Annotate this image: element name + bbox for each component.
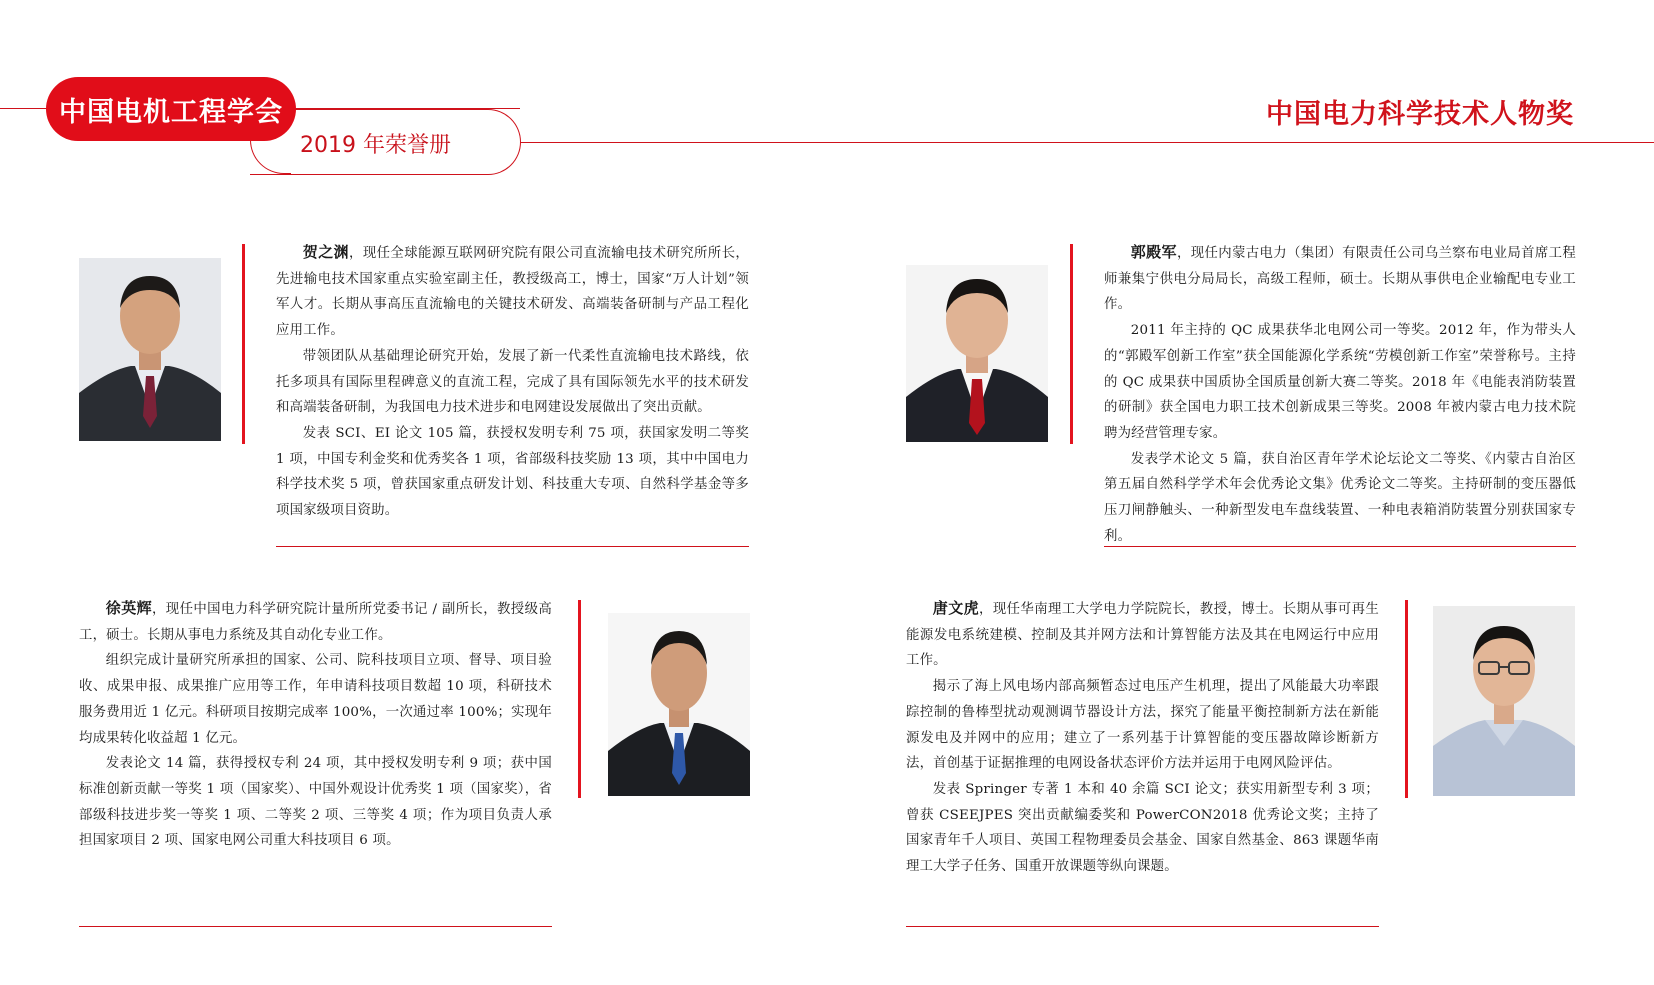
bio-paragraph: 揭示了海上风电场内部高频暂态过电压产生机理，提出了风能最大功率跟踪控制的鲁棒型扰动观测调节器设计方法，探究了能量平衡控制新方法在新能源发电及并网中的应用；建立了一系列基于计算智能的变压器故障诊断新方法，首创基于证据推理的电网设备状态评价方法并运用于电网风险评估。 [906, 679, 1379, 772]
section-underline-1 [276, 546, 749, 547]
org-name-badge [46, 77, 296, 141]
bio-paragraph: 发表 SCI、EI 论文 105 篇，获授权发明专利 75 项，获国家发明二等奖 1 项，中国专利金奖和优秀奖各 1 项，省部级科技奖励 13 项，其中中国电力科学技术奖 5 项，曾获国家重点研发计划、科技重大专项、自然科学基金等多项国家级项目资助。 [276, 425, 749, 519]
bio-paragraph: 发表论文 14 篇，获得授权专利 24 项，其中授权发明专利 9 项；获中国标准创新贡献一等奖 1 项（国家奖）、中国外观设计优秀奖 1 项（国家奖），省部级科技进步奖一等奖 1 项、二等奖 2 项、三等奖 4 项；作为项目负责人承担国家项目 2 项、国家电网公司重大科技项目 6 项。 [79, 756, 552, 849]
person-name: 郭殿军 [1130, 243, 1177, 261]
accent-bar-2 [1070, 244, 1073, 444]
person-name: 贺之渊 [302, 243, 350, 261]
bio-paragraph: 组织完成计量研究所承担的国家、公司、院科技项目立项、督导、项目验收、成果申报、成果推广应用等工作，年申请科技项目数超 10 项，科研技术服务费用近 1 亿元。科研项目按期完成率 100%，一次通过率 100%；实现年均成果转化收益超 1 亿元。 [79, 653, 552, 746]
year-label: 2019 年荣誉册 [300, 133, 451, 158]
bio-paragraph: 带领团队从基础理论研究开始，发展了新一代柔性直流输电技术路线，依托多项具有国际里程碑意义的直流工程，完成了具有国际领先水平的技术研发和高端装备研制，为我国电力技术进步和电网建设发展做出了突出贡献。 [276, 348, 749, 416]
accent-bar-1 [242, 244, 245, 444]
bio-block-2 [1104, 240, 1576, 549]
bio-block-4 [906, 596, 1379, 880]
person-name: 徐英辉 [105, 599, 152, 617]
org-name: 中国电机工程学会 [59, 96, 283, 128]
accent-bar-3 [578, 600, 581, 798]
portrait-photo-2 [906, 265, 1048, 442]
bio-paragraph: 徐英辉，现任中国电力科学研究院计量所所党委书记 / 副所长，教授级高工，硕士。长期从事电力系统及其自动化专业工作。 [79, 599, 552, 643]
award-title: 中国电力科学技术人物奖 [1266, 99, 1574, 130]
bio-block-1 [276, 240, 749, 524]
portrait-photo-1 [79, 258, 221, 441]
portrait-photo-3 [608, 613, 750, 796]
section-underline-2 [1104, 546, 1576, 547]
accent-bar-4 [1405, 600, 1408, 798]
bio-paragraph: 发表 Springer 专著 1 本和 40 余篇 SCI 论文；获实用新型专利 3 项；曾获 CSEEJPES 突出贡献编委奖和 PowerCON2018 优秀论文奖；主持了国家青年千人项目、英国工程物理委员会基金、国家自然基金、863 课题华南理工大学子任务、国重开放课题等纵向课题。 [906, 781, 1379, 875]
bio-block-3 [79, 596, 552, 854]
bio-paragraph: 贺之渊，现任全球能源互联网研究院有限公司直流输电技术研究所所长，先进输电技术国家重点实验室副主任，教授级高工，博士，国家“万人计划”领军人才。长期从事高压直流输电的关键技术研发、高端装备研制与产品工程化应用工作。 [276, 243, 749, 339]
header-rule-right [520, 142, 1654, 143]
portrait-photo-4 [1433, 606, 1575, 796]
section-underline-3 [79, 926, 552, 927]
section-underline-4 [906, 926, 1379, 927]
person-name: 唐文虎 [932, 599, 980, 617]
bio-paragraph: 郭殿军，现任内蒙古电力（集团）有限责任公司乌兰察布电业局首席工程师兼集宁供电分局局长，高级工程师，硕士。长期从事供电企业输配电专业工作。 [1104, 243, 1576, 313]
bio-paragraph: 发表学术论文 5 篇，获自治区青年学术论坛论文二等奖、《内蒙古自治区第五届自然科学学术年会优秀论文集》优秀论文二等奖。主持研制的变压器低压刀闸静触头、一种新型发电车盘线装置、一种电表箱消防装置分别获国家专利。 [1104, 451, 1576, 544]
bio-paragraph: 唐文虎，现任华南理工大学电力学院院长，教授，博士。长期从事可再生能源发电系统建模、控制及其并网方法和计算智能方法及其在电网运行中应用工作。 [906, 599, 1379, 669]
bio-paragraph: 2011 年主持的 QC 成果获华北电网公司一等奖。2012 年，作为带头人的“郭殿军创新工作室”获全国能源化学系统“劳模创新工作室”荣誉称号。主持的 QC 成果获中国质协全国质量创新大赛二等奖。2018 年《电能表消防装置的研制》获全国电力职工技术创新成果三等奖。2008 年被内蒙古电力技术院聘为经营管理专家。 [1104, 323, 1576, 441]
